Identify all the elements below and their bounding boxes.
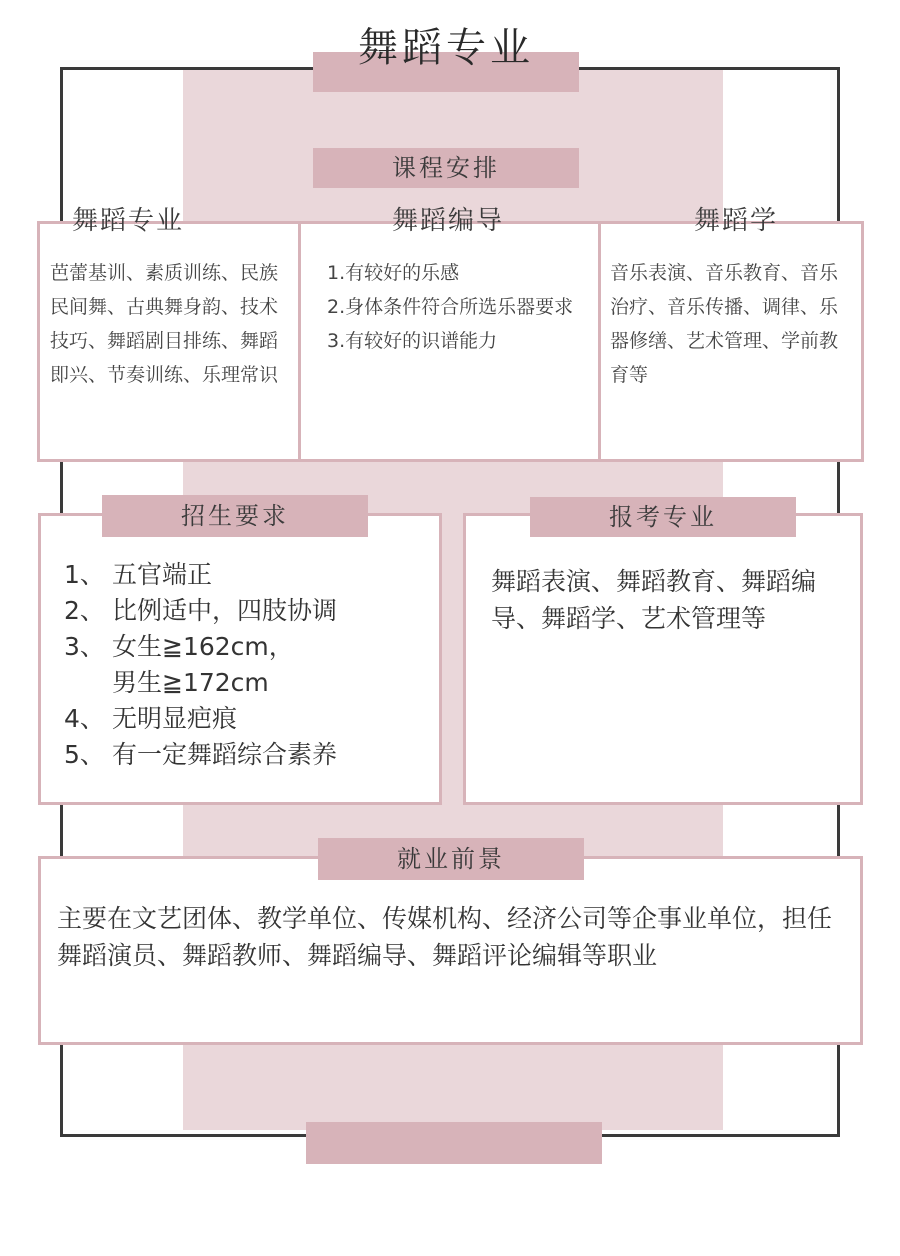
course-heading-dance: 舞蹈专业 [72,206,185,236]
item-number [64,665,112,701]
course-item: 3.有较好的识谱能力 [327,330,498,352]
course-divider [598,221,601,462]
course-item: 音乐表演、音乐教育、音乐治疗、音乐传播、调律、乐器修缮、艺术管理、学前教育等 [610,262,839,386]
majors-text: 舞蹈表演、舞蹈教育、舞蹈编导、舞蹈学、艺术管理等 [491,567,817,633]
list-item [64,593,434,629]
item-text: 有一定舞蹈综合素养 [112,740,338,769]
majors-label: 报考专业 [530,497,796,537]
item-text: 五官端正 [112,560,213,589]
majors-box [463,513,863,805]
course-item: 芭蕾基训、素质训练、民族民间舞、古典舞身韵、技术技巧、舞蹈剧目排练、舞蹈即兴、节奏训练、乐理常识 [50,262,279,386]
item-number: 5、 [64,740,105,769]
career-label: 就业前景 [318,838,584,880]
course-item: 1.有较好的乐感 [327,262,460,284]
list-item [64,737,434,773]
item-text: 女生≧162cm， [112,632,294,661]
list-item [64,557,434,593]
course-divider [298,221,301,462]
admission-list [64,557,434,773]
list-item [64,665,434,701]
course-item: 2.身体条件符合所选乐器要求 [327,296,574,318]
career-text: 主要在文艺团体、教学单位、传媒机构、经济公司等企事业单位，担任舞蹈演员、舞蹈教师、舞蹈编导、舞蹈评论编辑等职业 [57,904,833,970]
item-number: 4、 [64,704,105,733]
course-text-choreography [327,256,577,358]
course-text-dance [50,256,290,392]
course-label: 课程安排 [313,148,579,188]
item-number: 3、 [64,632,105,661]
page-title: 舞蹈专业 [358,25,534,71]
item-text: 男生≧172cm [112,668,269,697]
course-heading-choreography: 舞蹈编导 [392,206,505,236]
list-item [64,701,434,737]
item-number: 1、 [64,560,105,589]
item-text: 比例适中，四肢协调 [112,596,338,625]
item-number: 2、 [64,596,105,625]
admission-label: 招生要求 [102,495,368,537]
course-text-dance-studies [610,256,850,392]
item-text: 无明显疤痕 [112,704,238,733]
course-heading-dance-studies: 舞蹈学 [694,206,779,236]
list-item [64,629,434,665]
bottom-bar [306,1122,602,1164]
